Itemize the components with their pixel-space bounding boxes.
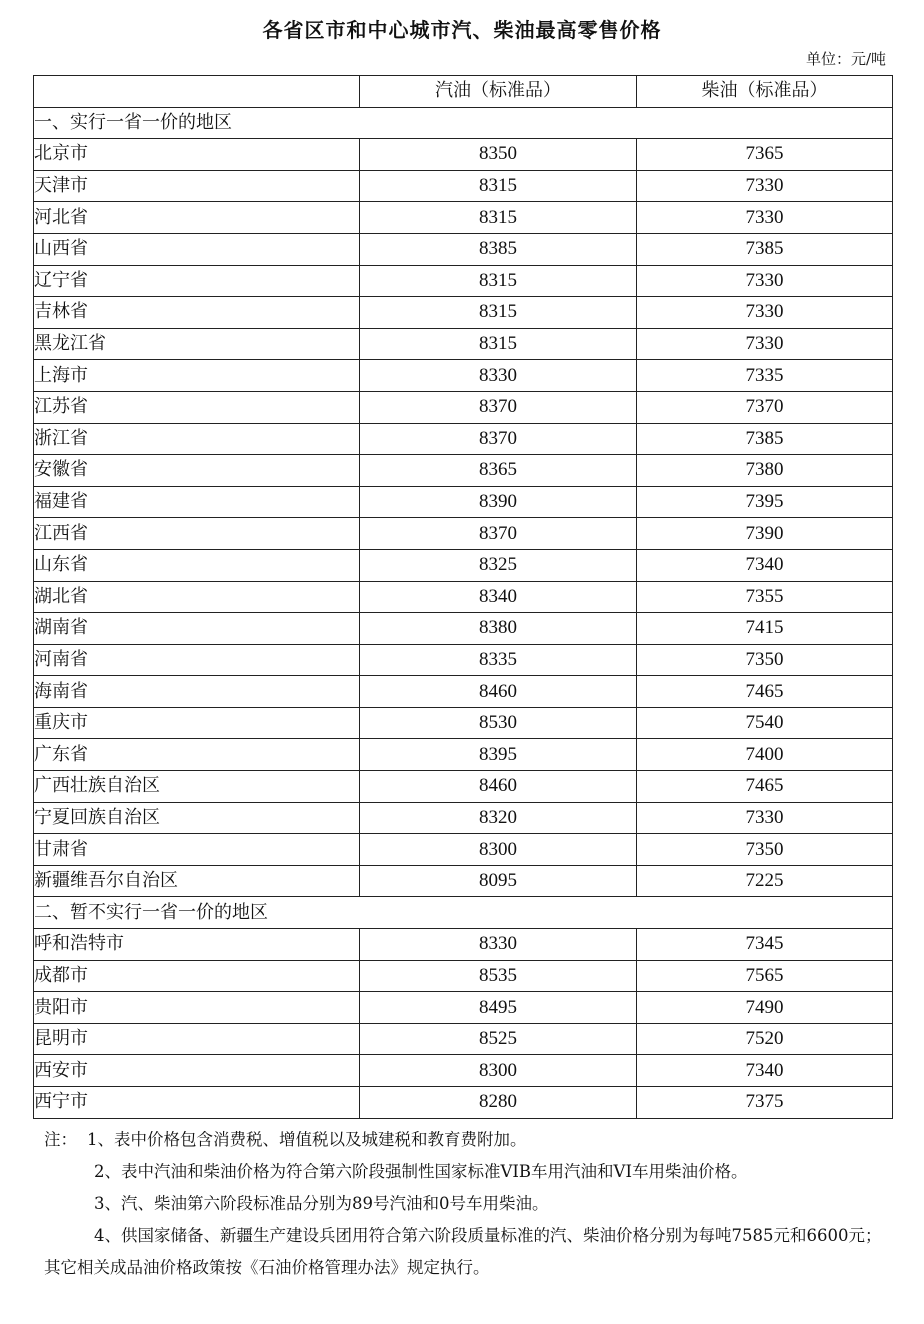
- header-gasoline: 汽油（标准品）: [360, 76, 637, 108]
- table-row: [34, 518, 893, 550]
- diesel-price-cell: 7350: [637, 834, 893, 866]
- gasoline-price-cell: 8370: [360, 391, 637, 423]
- region-cell: 呼和浩特市: [34, 929, 360, 961]
- diesel-price-cell: 7330: [637, 170, 893, 202]
- table-row: [34, 929, 893, 961]
- diesel-price-cell: 7385: [637, 423, 893, 455]
- region-cell: 西安市: [34, 1055, 360, 1087]
- diesel-price-cell: 7330: [637, 328, 893, 360]
- gasoline-price-cell: 8330: [360, 360, 637, 392]
- region-cell: 成都市: [34, 960, 360, 992]
- region-cell: 重庆市: [34, 707, 360, 739]
- region-cell: 新疆维吾尔自治区: [34, 865, 360, 897]
- table-row: [34, 455, 893, 487]
- diesel-price-cell: 7395: [637, 486, 893, 518]
- gasoline-price-cell: 8340: [360, 581, 637, 613]
- region-cell: 福建省: [34, 486, 360, 518]
- table-row: [34, 581, 893, 613]
- gasoline-price-cell: 8315: [360, 170, 637, 202]
- diesel-price-cell: 7520: [637, 1023, 893, 1055]
- gasoline-price-cell: 8390: [360, 486, 637, 518]
- diesel-price-cell: 7350: [637, 644, 893, 676]
- table-row: [34, 170, 893, 202]
- note-item: [44, 1124, 890, 1156]
- diesel-price-cell: 7465: [637, 771, 893, 803]
- table-row: [34, 360, 893, 392]
- table-row: [34, 549, 893, 581]
- region-cell: 西宁市: [34, 1087, 360, 1119]
- note-item: 4、供国家储备、新疆生产建设兵团用符合第六阶段质量标准的汽、柴油价格分别为每吨7585元和6600元；其它相关成品油价格政策按《石油价格管理办法》规定执行。: [44, 1226, 882, 1277]
- table-row: [34, 644, 893, 676]
- gasoline-price-cell: 8380: [360, 613, 637, 645]
- region-cell: 河北省: [34, 202, 360, 234]
- note-text: 1、表中价格包含消费税、增值税以及城建税和教育费附加。: [87, 1130, 527, 1149]
- region-cell: 甘肃省: [34, 834, 360, 866]
- gasoline-price-cell: 8530: [360, 707, 637, 739]
- table-row: [34, 265, 893, 297]
- region-cell: 江苏省: [34, 391, 360, 423]
- diesel-price-cell: 7565: [637, 960, 893, 992]
- table-row: [34, 486, 893, 518]
- table-body: [34, 107, 893, 1118]
- table-row: [34, 613, 893, 645]
- region-cell: 天津市: [34, 170, 360, 202]
- gasoline-price-cell: 8460: [360, 771, 637, 803]
- notes-section: [44, 1124, 890, 1284]
- gasoline-price-cell: 8495: [360, 992, 637, 1024]
- gasoline-price-cell: 8300: [360, 834, 637, 866]
- gasoline-price-cell: 8315: [360, 202, 637, 234]
- table-row: [34, 297, 893, 329]
- diesel-price-cell: 7465: [637, 676, 893, 708]
- gasoline-price-cell: 8370: [360, 423, 637, 455]
- region-cell: 山东省: [34, 549, 360, 581]
- diesel-price-cell: 7330: [637, 297, 893, 329]
- gasoline-price-cell: 8315: [360, 265, 637, 297]
- region-cell: 河南省: [34, 644, 360, 676]
- table-row: [34, 834, 893, 866]
- region-cell: 黑龙江省: [34, 328, 360, 360]
- diesel-price-cell: 7365: [637, 139, 893, 171]
- region-cell: 浙江省: [34, 423, 360, 455]
- gasoline-price-cell: 8525: [360, 1023, 637, 1055]
- diesel-price-cell: 7390: [637, 518, 893, 550]
- table-row: [34, 233, 893, 265]
- diesel-price-cell: 7330: [637, 265, 893, 297]
- gasoline-price-cell: 8315: [360, 328, 637, 360]
- table-row: [34, 802, 893, 834]
- region-cell: 广西壮族自治区: [34, 771, 360, 803]
- notes-lead: 注：: [44, 1130, 77, 1149]
- gasoline-price-cell: 8330: [360, 929, 637, 961]
- gasoline-price-cell: 8315: [360, 297, 637, 329]
- header-diesel: 柴油（标准品）: [637, 76, 893, 108]
- diesel-price-cell: 7540: [637, 707, 893, 739]
- diesel-price-cell: 7415: [637, 613, 893, 645]
- region-cell: 江西省: [34, 518, 360, 550]
- table-row: [34, 202, 893, 234]
- section-row: [34, 107, 893, 139]
- table-row: [34, 139, 893, 171]
- diesel-price-cell: 7340: [637, 549, 893, 581]
- diesel-price-cell: 7335: [637, 360, 893, 392]
- diesel-price-cell: 7375: [637, 1087, 893, 1119]
- region-cell: 山西省: [34, 233, 360, 265]
- table-row: [34, 676, 893, 708]
- region-cell: 贵阳市: [34, 992, 360, 1024]
- diesel-price-cell: 7225: [637, 865, 893, 897]
- table-row: [34, 328, 893, 360]
- section-row: [34, 897, 893, 929]
- diesel-price-cell: 7330: [637, 802, 893, 834]
- section-label: 一、实行一省一价的地区: [34, 107, 893, 139]
- region-cell: 湖南省: [34, 613, 360, 645]
- gasoline-price-cell: 8335: [360, 644, 637, 676]
- gasoline-price-cell: 8280: [360, 1087, 637, 1119]
- gasoline-price-cell: 8395: [360, 739, 637, 771]
- note-item: 2、表中汽油和柴油价格为符合第六阶段强制性国家标准VIB车用汽油和VI车用柴油价格。: [94, 1162, 748, 1181]
- table-row: [34, 1087, 893, 1119]
- gasoline-price-cell: 8300: [360, 1055, 637, 1087]
- table-row: [34, 771, 893, 803]
- region-cell: 广东省: [34, 739, 360, 771]
- price-table: [33, 75, 893, 1119]
- table-row: [34, 865, 893, 897]
- gasoline-price-cell: 8320: [360, 802, 637, 834]
- diesel-price-cell: 7355: [637, 581, 893, 613]
- section-label: 二、暂不实行一省一价的地区: [34, 897, 893, 929]
- region-cell: 湖北省: [34, 581, 360, 613]
- note-item: 3、汽、柴油第六阶段标准品分别为89号汽油和0号车用柴油。: [94, 1194, 549, 1213]
- table-row: [34, 423, 893, 455]
- gasoline-price-cell: 8370: [360, 518, 637, 550]
- page-title: 各省区市和中心城市汽、柴油最高零售价格: [262, 18, 662, 42]
- diesel-price-cell: 7380: [637, 455, 893, 487]
- table-row: [34, 707, 893, 739]
- unit-label: 单位：元/吨: [805, 50, 886, 68]
- gasoline-price-cell: 8535: [360, 960, 637, 992]
- diesel-price-cell: 7330: [637, 202, 893, 234]
- region-cell: 辽宁省: [34, 265, 360, 297]
- gasoline-price-cell: 8365: [360, 455, 637, 487]
- gasoline-price-cell: 8095: [360, 865, 637, 897]
- diesel-price-cell: 7400: [637, 739, 893, 771]
- gasoline-price-cell: 8460: [360, 676, 637, 708]
- table-row: [34, 1055, 893, 1087]
- table-row: [34, 1023, 893, 1055]
- gasoline-price-cell: 8350: [360, 139, 637, 171]
- region-cell: 昆明市: [34, 1023, 360, 1055]
- region-cell: 吉林省: [34, 297, 360, 329]
- table-header-row: [34, 76, 893, 108]
- header-region: [34, 76, 360, 108]
- diesel-price-cell: 7345: [637, 929, 893, 961]
- diesel-price-cell: 7370: [637, 391, 893, 423]
- region-cell: 安徽省: [34, 455, 360, 487]
- region-cell: 北京市: [34, 139, 360, 171]
- region-cell: 上海市: [34, 360, 360, 392]
- diesel-price-cell: 7385: [637, 233, 893, 265]
- table-row: [34, 739, 893, 771]
- gasoline-price-cell: 8325: [360, 549, 637, 581]
- gasoline-price-cell: 8385: [360, 233, 637, 265]
- diesel-price-cell: 7340: [637, 1055, 893, 1087]
- region-cell: 海南省: [34, 676, 360, 708]
- diesel-price-cell: 7490: [637, 992, 893, 1024]
- region-cell: 宁夏回族自治区: [34, 802, 360, 834]
- table-row: [34, 391, 893, 423]
- table-row: [34, 992, 893, 1024]
- table-row: [34, 960, 893, 992]
